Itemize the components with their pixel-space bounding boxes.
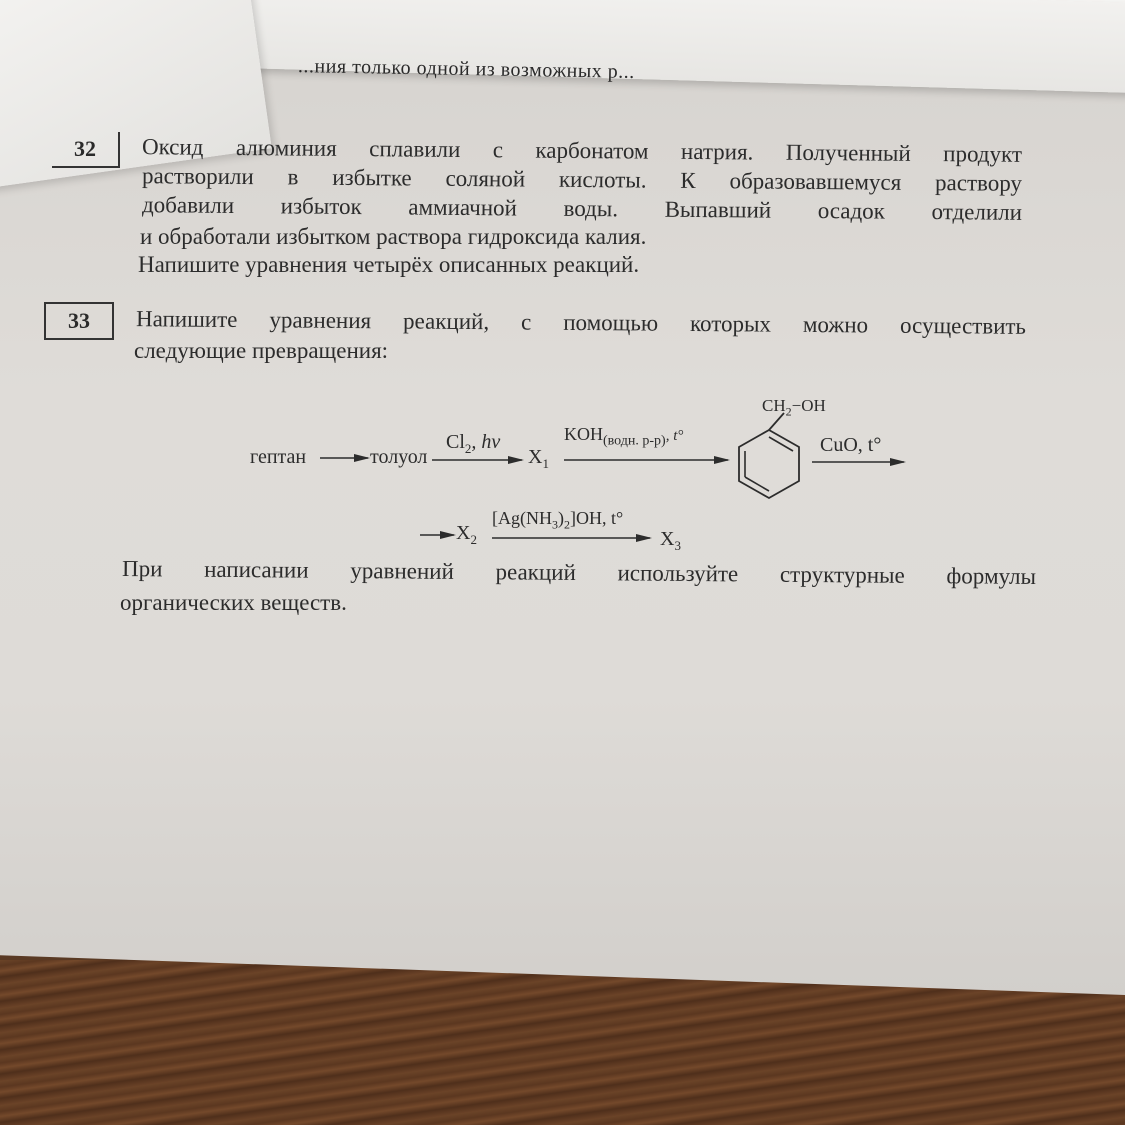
- tollens-paren: ): [558, 508, 564, 528]
- ch2-subscript: 2: [785, 404, 792, 419]
- toluene-label: толуол: [370, 446, 428, 468]
- koh-subscript: (водн. р-р): [603, 433, 666, 449]
- x2-letter: X: [456, 522, 471, 544]
- task-32-line: добавили избыток аммиачной воды. Выпавший осадок отделили: [141, 192, 1023, 225]
- task-33-number: 33: [44, 302, 114, 340]
- chlorine-label: Cl: [446, 431, 465, 453]
- task-32-line: растворили в избытке соляной кислоты. К образовавшемуся раствору: [141, 163, 1023, 196]
- task-33-line: следующие превращения:: [134, 338, 389, 363]
- temperature-label: , t°: [665, 428, 684, 444]
- x2-subscript: 2: [470, 532, 477, 547]
- task-32-line: и обработали избытком раствора гидроксида калия.: [140, 224, 647, 249]
- ch2-label: CH: [762, 396, 786, 415]
- koh-label: KOH: [564, 424, 603, 444]
- tollens-subscript: 2: [564, 517, 570, 532]
- task-33-footer-line: органических веществ.: [120, 590, 347, 615]
- task-33-footer-line: При написании уравнений реакций используйте структурные формулы: [121, 556, 1037, 589]
- oh-label: −OH: [791, 396, 826, 415]
- task-33-line: Напишите уравнения реакций, с помощью которых можно осуществить: [135, 306, 1027, 339]
- condition-oxidation: CuO, t°: [820, 434, 882, 456]
- task-32-line: Напишите уравнения четырёх описанных реакций.: [138, 252, 640, 277]
- tollens-label: [Ag(NH: [492, 508, 552, 528]
- overlapping-sheet-text: ...ния только одной из возможных р...: [297, 55, 635, 83]
- x1-letter: X: [528, 446, 543, 468]
- benzene-ring-icon: [739, 413, 799, 498]
- x1-subscript: 1: [542, 456, 549, 471]
- task-32-number: 32: [52, 132, 120, 168]
- chlorine-subscript: 2: [464, 441, 472, 456]
- light-label: , hν: [471, 431, 501, 453]
- task-32-line: Оксид алюминия сплавили с карбонатом натрия. Полученный продукт: [141, 134, 1023, 167]
- x3-letter: X: [660, 528, 675, 550]
- x3-subscript: 3: [674, 538, 681, 553]
- tollens-rest: ]OH, t°: [570, 508, 624, 528]
- heptane-label: гептан: [250, 446, 307, 468]
- nh3-subscript: 3: [552, 517, 558, 532]
